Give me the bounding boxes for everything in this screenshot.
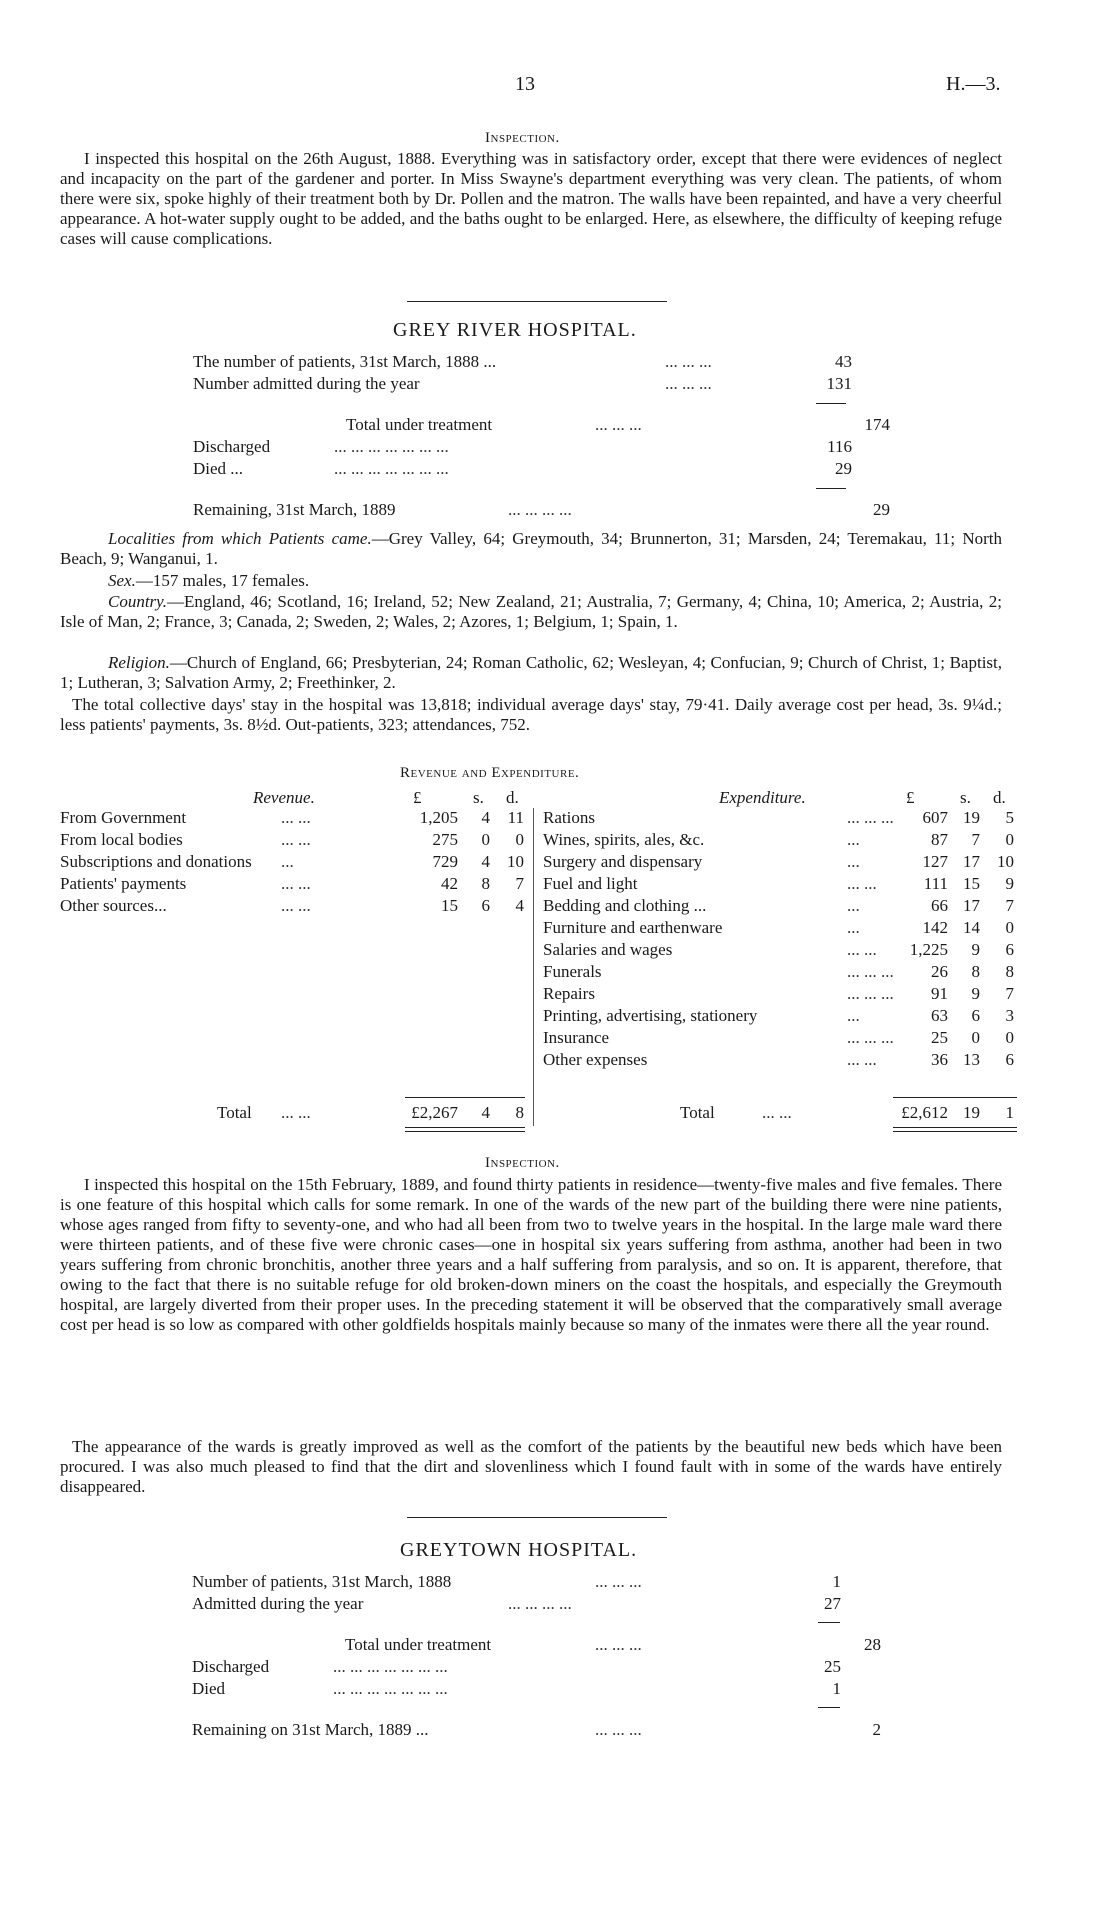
row-pence: 0 [1005,1028,1014,1047]
row-leader: ... ... [847,874,877,893]
row-shillings: 14 [963,918,980,937]
stat-leader: ... ... ... [595,1572,642,1591]
row-shillings: 19 [963,808,980,827]
row-shillings: 17 [963,852,980,871]
row-shillings: 6 [971,1006,980,1025]
row-shillings: 6 [481,896,490,915]
stat-label: Died ... [193,459,244,478]
stat-label: Admitted during the year [192,1594,364,1613]
localities-label: Localities from which Patients came. [108,529,372,548]
row-leader: ... ... [847,940,877,959]
grey-river-title: GREY RIVER HOSPITAL. [393,319,637,341]
revenue-column-heading: Revenue. [253,788,315,807]
revenue-pound-heading: £ [413,788,422,807]
stat-label: Total under treatment [345,1635,492,1654]
sex-text: —157 males, 17 females. [135,571,310,590]
row-leader: ... [847,896,860,915]
stat-leader: ... ... ... [595,415,642,434]
expenditure-total-leader: ... ... [762,1103,792,1122]
row-label: Fuel and light [543,874,638,893]
sex-label: Sex. [108,571,136,590]
row-leader: ... [847,852,860,871]
revenue-total-label: Total [217,1103,252,1122]
expenditure-pence-heading: d. [993,788,1006,807]
stat-leader: ... ... ... ... [508,1594,572,1613]
row-pence: 0 [1005,830,1014,849]
stat-value: 43 [835,352,852,371]
stat-leader: ... ... ... ... [508,500,572,519]
localities-text: —Grey Valley, 64; Greymouth, 34; Brunnerton, 31; Marsden, 24; Teremakau, 11; North Beach, 9; Wanganui, 1. [60,529,1002,568]
row-shillings: 8 [481,874,490,893]
expenditure-total-double-rule [893,1127,1017,1128]
stat-total: 28 [864,1635,881,1654]
expenditure-total-double-rule [893,1131,1017,1132]
stat-value: 1 [832,1679,841,1698]
stat-value: 1 [832,1572,841,1591]
table-divider [533,808,534,1126]
row-pence: 10 [997,852,1014,871]
row-label: From local bodies [60,830,183,849]
row-leader: ... ... ... [847,984,894,1003]
inspection-paragraph-1: I inspected this hospital on the 26th August, 1888. Everything was in satisfactory order, except that there were evidences of neglect and incapacity on the part of the gardener and porter. In Miss Swayne's department everything was very clean. The patients, of whom there were six, spoke highly of their treatment both by Dr. Pollen and the matron. The walls have been repainted, and have a very cheerful appearance. A hot-water supply ought to be added, and the baths ought to be enlarged. Here, as elsewhere, the difficulty of keeping refuge cases will cause complications. [60,149,1002,248]
stat-leader: ... ... ... ... ... ... ... [334,459,449,478]
country-text: —England, 46; Scotland, 16; Ireland, 52; New Zealand, 21; Australia, 7; Germany, 4; China, 10; America, 2; Austria, 2; Isle of Man, 2; France, 3; Canada, 2; Sweden, 2; Wales, 2; Azores, 1; Belgium, 1; Spain, 1. [60,592,1002,631]
expenditure-total-pence: 1 [1005,1103,1014,1122]
row-leader: ... [847,918,860,937]
row-pounds: 25 [931,1028,948,1047]
row-label: Other sources... [60,896,167,915]
stat-leader: ... ... ... [595,1635,642,1654]
row-shillings: 9 [971,940,980,959]
sum-rule [818,1622,840,1623]
row-pence: 3 [1005,1006,1014,1025]
row-pounds: 111 [923,874,948,893]
row-label: Other expenses [543,1050,648,1069]
row-pounds: 275 [432,830,458,849]
section-heading-inspection-2: Inspection. [485,1155,560,1171]
sum-rule [816,488,846,489]
row-pounds: 607 [922,808,948,827]
stat-value: 29 [835,459,852,478]
row-pounds: 66 [931,896,948,915]
row-pounds: 91 [931,984,948,1003]
row-pence: 9 [1005,874,1014,893]
row-label: Wines, spirits, ales, &c. [543,830,705,849]
stat-value: 116 [827,437,852,456]
revenue-total-pence: 8 [515,1103,524,1122]
revenue-total-shillings: 4 [481,1103,490,1122]
row-leader: ... ... ... [847,962,894,981]
row-label: Furniture and earthenware [543,918,723,937]
row-leader: ... ... [281,830,311,849]
row-label: Repairs [543,984,595,1003]
row-shillings: 0 [481,830,490,849]
row-label: Funerals [543,962,602,981]
revenue-total-leader: ... ... [281,1103,311,1122]
revenue-expenditure-heading: Revenue and Expenditure. [400,765,580,781]
row-pence: 6 [1005,940,1014,959]
religion-text: —Church of England, 66; Presbyterian, 24; Roman Catholic, 62; Wesleyan, 4; Confucian, 9; Church of Christ, 1; Baptist, 1; Lutheran, 3; Salvation Army, 2; Freethinker, 2. [60,653,1002,692]
row-label: Surgery and dispensary [543,852,703,871]
stat-leader: ... ... ... ... ... ... ... [334,437,449,456]
row-label: Subscriptions and donations [60,852,252,871]
row-pounds: 42 [441,874,458,893]
row-pounds: 26 [931,962,948,981]
stat-label: Total under treatment [346,415,493,434]
stat-value: 131 [826,374,852,393]
row-shillings: 15 [963,874,980,893]
stat-total: 29 [873,500,890,519]
row-leader: ... ... [281,874,311,893]
stat-total: 2 [872,1720,881,1739]
revenue-total-pounds: £2,267 [411,1103,458,1122]
row-shillings: 4 [481,808,490,827]
stat-value: 25 [824,1657,841,1676]
row-label: Insurance [543,1028,610,1047]
sum-rule [816,403,846,404]
row-pence: 7 [1005,896,1014,915]
row-label: From Government [60,808,187,827]
stat-total: 174 [864,415,890,434]
expenditure-total-pounds: £2,612 [901,1103,948,1122]
row-shillings: 13 [963,1050,980,1069]
row-pounds: 63 [931,1006,948,1025]
row-pence: 5 [1005,808,1014,827]
row-shillings: 8 [971,962,980,981]
row-pence: 10 [507,852,524,871]
stat-value: 27 [824,1594,841,1613]
sum-rule [818,1707,840,1708]
row-label: Rations [543,808,595,827]
stat-label: The number of patients, 31st March, 1888 ... [193,352,497,371]
document-reference: H.—3. [946,73,1001,95]
row-shillings: 4 [481,852,490,871]
row-label: Bedding and clothing ... [543,896,707,915]
revenue-total-double-rule [405,1127,525,1128]
row-pounds: 127 [922,852,948,871]
row-pence: 4 [515,896,524,915]
expenditure-total-shillings: 19 [963,1103,980,1122]
row-pounds: 87 [931,830,948,849]
row-label: Salaries and wages [543,940,673,959]
row-leader: ... [281,852,294,871]
row-leader: ... [847,1006,860,1025]
row-leader: ... ... ... [847,1028,894,1047]
stat-label: Discharged [192,1657,270,1676]
expenditure-shilling-heading: s. [960,788,971,807]
row-pence: 8 [1005,962,1014,981]
row-leader: ... [847,830,860,849]
row-pounds: 1,225 [909,940,948,959]
row-shillings: 0 [971,1028,980,1047]
stat-leader: ... ... ... [595,1720,642,1739]
expenditure-sum-rule [893,1097,1017,1098]
row-pounds: 729 [432,852,458,871]
row-leader: ... ... [281,808,311,827]
row-label: Printing, advertising, stationery [543,1006,758,1025]
expenditure-pound-heading: £ [906,788,915,807]
stat-leader: ... ... ... ... ... ... ... [333,1657,448,1676]
revenue-sum-rule [405,1097,525,1098]
greytown-title: GREYTOWN HOSPITAL. [400,1539,638,1561]
row-shillings: 9 [971,984,980,1003]
row-shillings: 7 [971,830,980,849]
row-pounds: 15 [441,896,458,915]
row-shillings: 17 [963,896,980,915]
stat-label: Number admitted during the year [193,374,420,393]
section-heading-inspection-1: Inspection. [485,130,560,146]
revenue-shilling-heading: s. [473,788,484,807]
stat-leader: ... ... ... [665,374,712,393]
inspection-paragraph-2: I inspected this hospital on the 15th February, 1889, and found thirty patients in residence—twenty-five males and five females. There is one feature of this hospital which calls for some remark. In one of the wards of the new part of the building there were nine patients, whose ages ranged from fifty to seventy-one, and who had all been from two to twelve years in the hospital. In the large male ward there were thirteen patients, and of these five were chronic cases—one in hospital six years suffering from asthma, another had been in two years suffering from chronic bronchitis, another three years and a half suffering from paralysis, and so on. It is apparent, therefore, that owing to the fact that there is no suitable refuge for old broken-down miners on the coast the hospitals, and especially the Greymouth hospital, are largely diverted from their proper uses. In the preceding statement it will be observed that the comparatively small average cost per head is so low as compared with other goldfields hospitals mainly because so many of the inmates were there all the year round. [60,1175,1002,1334]
stat-label: Number of patients, 31st March, 1888 [192,1572,452,1591]
inspection-paragraph-3: The appearance of the wards is greatly improved as well as the comfort of the patients by the beautiful new beds which have been procured. I was also much pleased to find that the dirt and slovenliness which I found fault with in some of the wards have entirely disappeared. [60,1437,1002,1496]
row-label: Patients' payments [60,874,187,893]
row-leader: ... ... ... [847,808,894,827]
sex-paragraph [60,571,1002,591]
expenditure-total-label: Total [680,1103,715,1122]
revenue-pence-heading: d. [506,788,519,807]
stat-leader: ... ... ... [665,352,712,371]
stat-leader: ... ... ... ... ... ... ... [333,1679,448,1698]
page-number: 13 [515,73,535,95]
row-leader: ... ... [847,1050,877,1069]
row-pounds: 142 [922,918,948,937]
row-pence: 11 [507,808,524,827]
row-pence: 0 [515,830,524,849]
localities-paragraph [60,529,1002,569]
religion-paragraph [60,653,1002,693]
religion-label: Religion. [108,653,170,672]
stat-label: Discharged [193,437,271,456]
row-pence: 7 [1005,984,1014,1003]
country-paragraph [60,592,1002,632]
stat-label: Remaining on 31st March, 1889 ... [192,1720,429,1739]
expenditure-column-heading: Expenditure. [719,788,806,807]
country-label: Country. [108,592,168,611]
row-pence: 6 [1005,1050,1014,1069]
section-divider [407,301,667,302]
stat-label: Remaining, 31st March, 1889 [193,500,396,519]
stay-paragraph: The total collective days' stay in the hospital was 13,818; individual average days' stay, 79·41. Daily average cost per head, 3s. 9¼d.; less patients' payments, 3s. 8½d. Out-patients, 323; attendances, 752. [60,695,1002,734]
stat-label: Died [192,1679,226,1698]
row-leader: ... ... [281,896,311,915]
row-pounds: 36 [931,1050,948,1069]
revenue-total-double-rule [405,1131,525,1132]
section-divider [407,1517,667,1518]
row-pence: 7 [515,874,524,893]
row-pounds: 1,205 [419,808,458,827]
row-pence: 0 [1005,918,1014,937]
